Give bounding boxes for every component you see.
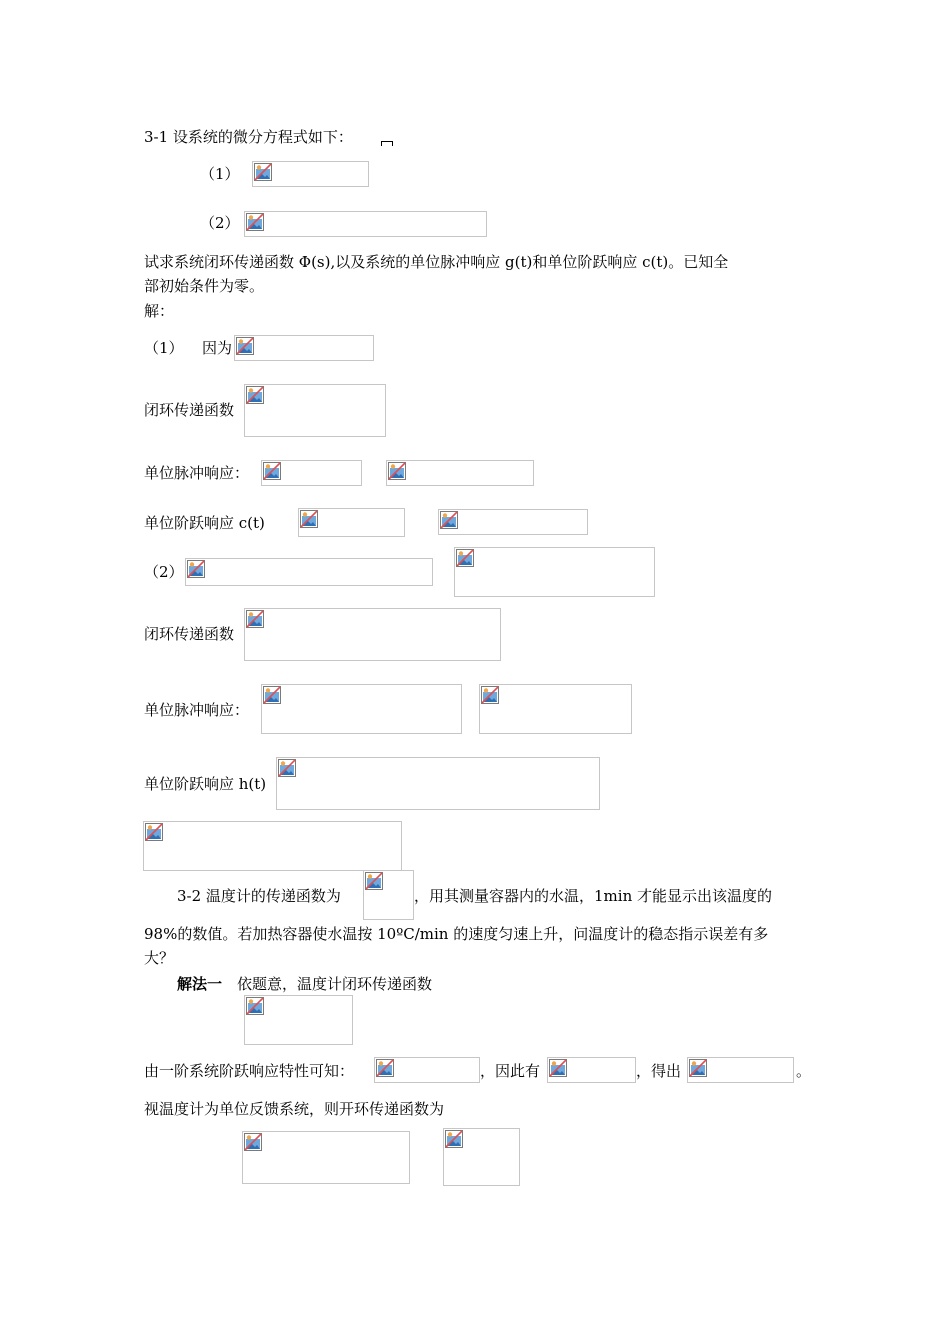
method-one-text: 依题意，温度计闭环传递函数 [237,975,433,993]
step-response-label-1: 单位阶跃响应 c(t) [144,514,265,532]
broken-image-icon [187,560,205,578]
equation-image-first-order-c [687,1057,794,1083]
first-order-text-d: 。 [796,1062,812,1080]
broken-image-icon [388,462,406,480]
broken-image-icon [246,386,264,404]
equation-image-impulse-2a [261,684,462,734]
solution-part-1-label: （1） [144,339,184,357]
problem-3-2-line-3: 大？ [144,949,175,967]
broken-image-icon [254,163,272,181]
impulse-response-label-2: 单位脉冲响应： [144,701,250,719]
equation-image-first-order-a [374,1057,480,1083]
equation-image-impulse-1b [386,460,534,486]
equation-image-2 [244,211,487,237]
equation-image-thermometer-tf [363,870,414,920]
problem-3-2-intro-b: ，用其测量容器内的水温，1min 才能显示出该温度的 [414,887,772,905]
broken-image-icon [263,686,281,704]
broken-image-icon [445,1130,463,1148]
broken-image-icon [456,549,474,567]
broken-image-icon [549,1059,567,1077]
equation-image-closed-loop-1 [244,384,386,437]
first-order-text-b: ，因此有 [480,1062,541,1080]
equation-image-step-2a [276,757,600,810]
broken-image-icon [278,759,296,777]
equation-image-closed-loop-3 [244,995,353,1045]
broken-image-icon [246,213,264,231]
equation-image-first-order-b [547,1057,636,1083]
broken-image-icon [481,686,499,704]
equation-image-laplace-1 [234,335,374,361]
broken-image-icon [300,510,318,528]
text-cursor [381,141,393,146]
equation-image-open-loop-b [443,1128,520,1186]
broken-image-icon [376,1059,394,1077]
solution-part-2-label: （2） [144,563,184,581]
broken-image-icon [246,610,264,628]
broken-image-icon [236,337,254,355]
first-order-text-c: ，得出 [636,1062,682,1080]
impulse-response-label-1: 单位脉冲响应： [144,464,250,482]
unit-feedback-text: 视温度计为单位反馈系统，则开环传递函数为 [144,1100,445,1118]
method-one-label: 解法一 [177,975,223,993]
task-line-1: 试求系统闭环传递函数 Φ(s),以及系统的单位脉冲响应 g(t)和单位阶跃响应 c(t)。已知全 [144,253,729,271]
broken-image-icon [689,1059,707,1077]
equation-image-step-1b [438,509,588,535]
problem-3-2-intro-a: 3-2 温度计的传递函数为 [177,887,341,905]
equation-image-step-2b [143,821,402,871]
step-response-label-2: 单位阶跃响应 h(t) [144,775,267,793]
equation-label-2: （2） [200,214,240,232]
problem-3-1-title: 3-1 设系统的微分方程式如下： [144,128,353,146]
equation-image-impulse-2b [479,684,632,734]
broken-image-icon [246,997,264,1015]
broken-image-icon [263,462,281,480]
closed-loop-label-2: 闭环传递函数 [144,625,235,643]
broken-image-icon [365,872,383,890]
equation-image-1 [252,161,369,187]
equation-image-laplace-2b [454,547,655,597]
because-label: 因为 [202,339,233,357]
broken-image-icon [440,511,458,529]
problem-3-2-line-2: 98%的数值。若加热容器使水温按 10ºC/min 的速度匀速上升，问温度计的稳态指示误差有多 [144,925,769,943]
broken-image-icon [145,823,163,841]
equation-image-closed-loop-2 [244,608,501,661]
equation-image-open-loop-a [242,1131,410,1184]
solution-label: 解： [144,302,175,320]
first-order-text-a: 由一阶系统阶跃响应特性可知： [144,1062,355,1080]
equation-image-laplace-2 [185,558,433,586]
equation-image-step-1a [298,508,405,537]
equation-image-impulse-1a [261,460,362,486]
equation-label-1: （1） [200,165,240,183]
closed-loop-label-1: 闭环传递函数 [144,401,235,419]
broken-image-icon [244,1133,262,1151]
task-line-2: 部初始条件为零。 [144,277,265,295]
